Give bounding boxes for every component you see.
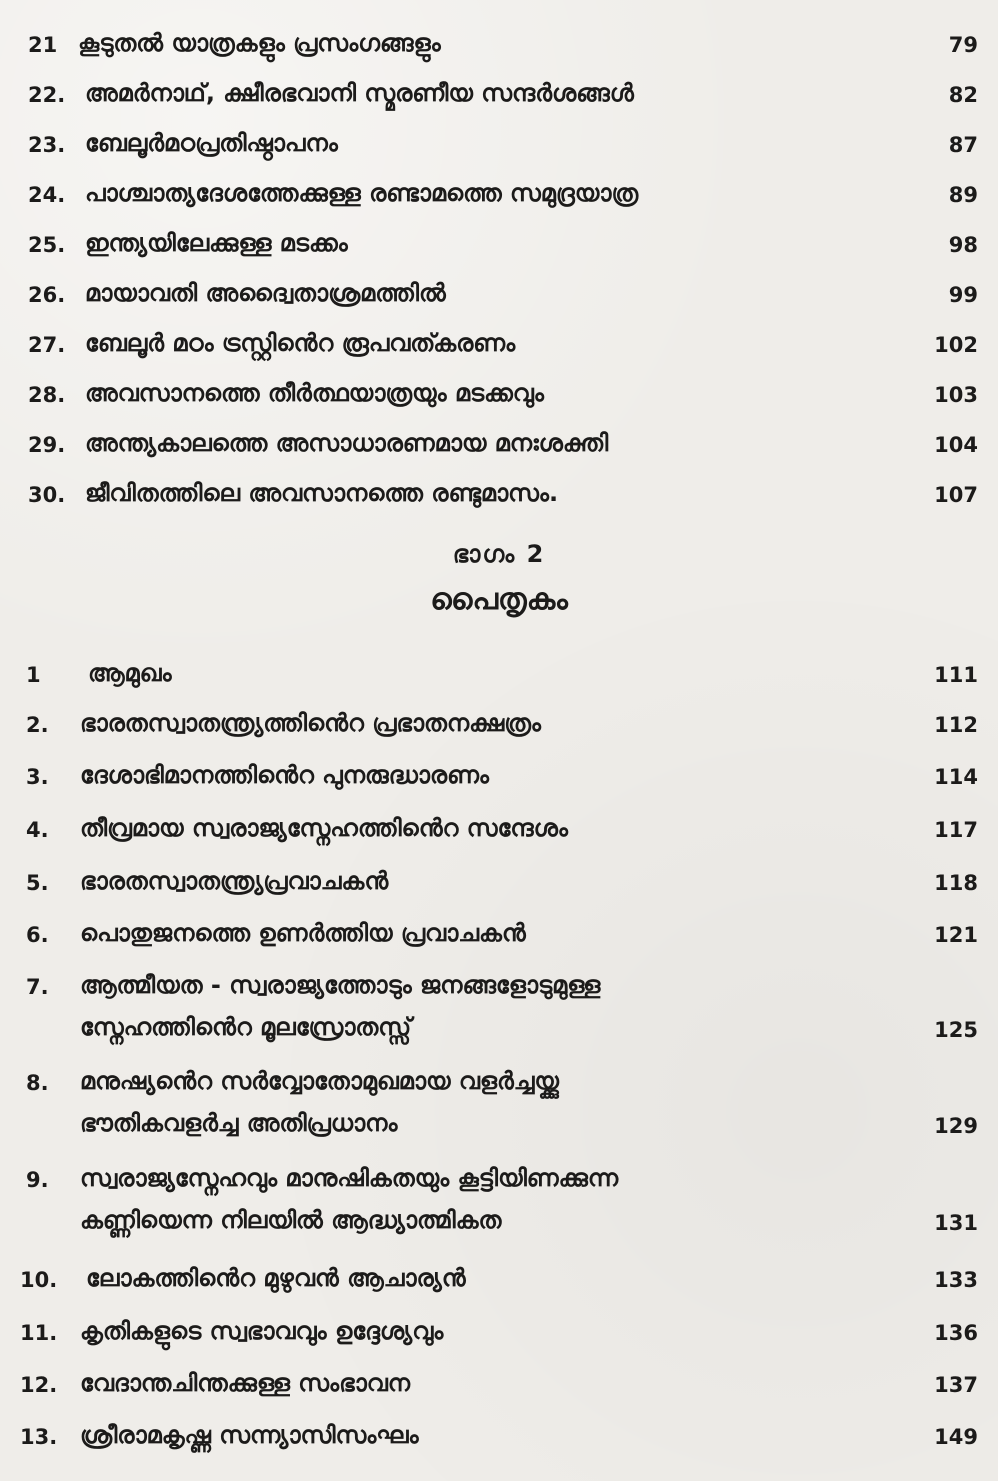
entry-title: അമർനാഥ്, ക്ഷീരഭവാനി സ്മരണീയ സന്ദർശങ്ങൾ (85, 79, 634, 107)
entry-number: 3. (26, 765, 49, 789)
toc-entry (0, 1155, 998, 1245)
entry-page-number: 137 (934, 1373, 978, 1397)
entry-title-line: കണ്ണിയെന്ന നിലയിൽ ആദ്ധ്യാത്മികത (80, 1206, 502, 1234)
entry-page-number: 125 (934, 1018, 978, 1042)
toc-entry (0, 805, 998, 855)
entry-title: ഭാരതസ്വാതന്ത്ര്യത്തിൻെറ പ്രഭാതനക്ഷത്രം (80, 709, 541, 737)
entry-title: മായാവതി അദ്വൈതാശ്രമത്തിൽ (85, 279, 446, 307)
entry-number: 11. (20, 1321, 58, 1345)
entry-page-number: 129 (934, 1114, 978, 1138)
entry-title: ലോകത്തിൻെറ മുഴുവൻ ആചാര്യൻ (86, 1264, 466, 1292)
entry-title: ഭാരതസ്വാതന്ത്ര്യപ്രവാചകൻ (80, 867, 389, 895)
entry-number: 26. (28, 283, 66, 307)
entry-number: 30. (28, 483, 66, 507)
entry-number: 25. (28, 233, 66, 257)
entry-number: 13. (20, 1425, 58, 1449)
entry-number: 2. (26, 713, 49, 737)
entry-page-number: 104 (934, 433, 978, 457)
entry-title: ഇന്ത്യയിലേക്കുള്ള മടക്കം (85, 229, 348, 257)
toc-entry (0, 220, 998, 270)
toc-entry (0, 1255, 998, 1305)
entry-title: ബേലൂർമഠപ്രതിഷ്ഠാപനം (85, 129, 338, 157)
part-label: ഭാഗം 2 (452, 540, 546, 568)
entry-title: അവസാനത്തെ തീർത്ഥയാത്രയും മടക്കവും (85, 379, 544, 407)
entry-number: 28. (28, 383, 66, 407)
entry-page-number: 133 (934, 1268, 978, 1292)
toc-entry (0, 370, 998, 420)
part-title: പൈതൃകം (430, 582, 568, 617)
toc-entry (0, 1360, 998, 1410)
entry-page-number: 89 (948, 183, 978, 207)
toc-entry (0, 470, 998, 520)
entry-title: പാശ്ചാത്യദേശത്തേക്കുള്ള രണ്ടാമത്തെ സമുദ്രയാത്ര (85, 179, 639, 207)
entry-title: ബേലൂർ മഠം ട്രസ്റ്റിൻെറ രൂപവത്കരണം (85, 329, 516, 357)
toc-entry (0, 420, 998, 470)
entry-page-number: 114 (934, 765, 978, 789)
entry-title: ദേശാഭിമാനത്തിൻെറ പുനരുദ്ധാരണം (80, 761, 489, 789)
entry-title: തീവ്രമായ സ്വരാജ്യസ്നേഹത്തിൻെറ സന്ദേശം (80, 814, 568, 842)
entry-number: 7. (26, 975, 49, 999)
toc-entry (0, 270, 998, 320)
entry-page-number: 102 (934, 333, 978, 357)
entry-title: അന്ത്യകാലത്തെ അസാധാരണമായ മനഃശക്തി (85, 429, 609, 457)
toc-entry (0, 752, 998, 802)
entry-page-number: 79 (948, 33, 978, 57)
entry-page-number: 111 (934, 663, 978, 687)
entry-page-number: 112 (934, 713, 978, 737)
toc-entry (0, 858, 998, 908)
entry-number: 29. (28, 433, 66, 457)
toc-entry (0, 1058, 998, 1148)
entry-title: കൂടുതൽ യാത്രകളും പ്രസംഗങ്ങളും (78, 29, 441, 57)
entry-title-line: ആത്മീയത - സ്വരാജ്യത്തോടും ജനങ്ങളോടുമുള്ള (80, 971, 601, 999)
entry-title-line: ഭൗതികവളർച്ച അതിപ്രധാനം (80, 1109, 398, 1137)
entry-title-line: സ്നേഹത്തിൻെറ മൂലസ്രോതസ്സ് (80, 1013, 412, 1041)
toc-entry (0, 1412, 998, 1462)
toc-entry (0, 962, 998, 1052)
entry-title-line: സ്വരാജ്യസ്നേഹവും മാനുഷികതയും കൂട്ടിയിണക്കുന്ന (80, 1164, 619, 1192)
toc-entry (0, 20, 998, 70)
entry-title: ശ്രീരാമകൃഷ്ണ സന്ന്യാസിസംഘം (80, 1421, 419, 1449)
entry-number: 21 (28, 33, 58, 57)
entry-number: 1 (26, 663, 41, 687)
entry-page-number: 131 (934, 1211, 978, 1235)
entry-page-number: 118 (934, 871, 978, 895)
entry-page-number: 107 (934, 483, 978, 507)
entry-title: ആമുഖം (88, 659, 172, 687)
entry-page-number: 103 (934, 383, 978, 407)
entry-number: 22. (28, 83, 66, 107)
entry-title: ജീവിതത്തിലെ അവസാനത്തെ രണ്ടുമാസം. (85, 479, 559, 507)
entry-number: 6. (26, 923, 49, 947)
toc-entry (0, 320, 998, 370)
entry-number: 23. (28, 133, 66, 157)
entry-page-number: 82 (948, 83, 978, 107)
entry-title: പൊതുജനത്തെ ഉണർത്തിയ പ്രവാചകൻ (80, 919, 526, 947)
entry-page-number: 121 (934, 923, 978, 947)
entry-page-number: 98 (948, 233, 978, 257)
toc-entry (0, 700, 998, 750)
entry-number: 5. (26, 871, 49, 895)
entry-title-line: മനുഷ്യൻെറ സർവ്വോതോമുഖമായ വളർച്ചയ്ക്കു (80, 1067, 559, 1095)
toc-entry (0, 170, 998, 220)
entry-page-number: 99 (948, 283, 978, 307)
entry-page-number: 136 (934, 1321, 978, 1345)
entry-title: വേദാന്തചിന്തക്കുള്ള സംഭാവന (80, 1369, 411, 1397)
toc-entry (0, 650, 998, 700)
entry-number: 8. (26, 1071, 49, 1095)
entry-number: 9. (26, 1168, 49, 1192)
entry-title: കൃതികളുടെ സ്വഭാവവും ഉദ്ദേശ്യവും (80, 1317, 444, 1345)
entry-page-number: 149 (934, 1425, 978, 1449)
entry-number: 24. (28, 183, 66, 207)
entry-page-number: 117 (934, 818, 978, 842)
entry-page-number: 87 (948, 133, 978, 157)
entry-number: 10. (20, 1268, 58, 1292)
toc-entry (0, 70, 998, 120)
entry-number: 12. (20, 1373, 58, 1397)
toc-entry (0, 1308, 998, 1358)
entry-number: 4. (26, 818, 49, 842)
toc-entry (0, 120, 998, 170)
toc-entry (0, 910, 998, 960)
entry-number: 27. (28, 333, 66, 357)
